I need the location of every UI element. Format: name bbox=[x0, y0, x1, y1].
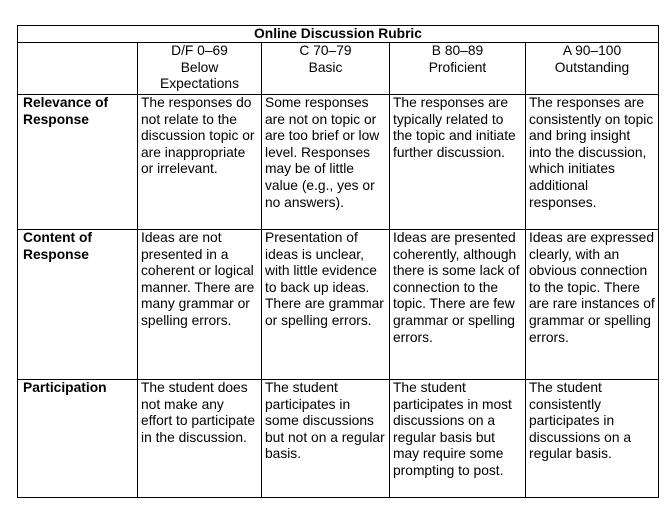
header-label: Proficient bbox=[428, 59, 487, 75]
descriptor-cell: Ideas are not presented in a coherent or logical manner. There are many grammar or spelling errors. bbox=[138, 230, 262, 380]
descriptor-cell: The responses are consistently on topic and bring insight into the discussion, which initiates additional responses. bbox=[526, 95, 659, 230]
header-cell-b bbox=[390, 43, 526, 95]
descriptor-cell: The student participates in some discussions but not on a regular basis. bbox=[262, 380, 390, 498]
header-label: Outstanding bbox=[554, 59, 630, 75]
row-relevance bbox=[18, 95, 659, 230]
header-row bbox=[18, 43, 659, 95]
header-label: Below Expectations bbox=[160, 59, 239, 92]
header-grade: D/F 0–69 bbox=[171, 43, 228, 58]
descriptor-cell: Ideas are expressed clearly, with an obvious connection to the topic. There are rare instances of grammar or spelling errors. bbox=[526, 230, 659, 380]
rubric-table bbox=[17, 25, 659, 498]
descriptor-cell: The responses do not relate to the discussion topic or are inappropriate or irrelevant. bbox=[138, 95, 262, 230]
header-grade: C 70–79 bbox=[299, 43, 352, 58]
row-content bbox=[18, 230, 659, 380]
header-grade: B 80–89 bbox=[431, 43, 484, 58]
descriptor-cell: Ideas are presented coherently, although there is some lack of connection to the topic. There are few grammar or spelling errors. bbox=[390, 230, 526, 380]
header-cell-c bbox=[262, 43, 390, 95]
row-participation bbox=[18, 380, 659, 498]
header-label: Basic bbox=[308, 59, 343, 75]
criterion-cell: Participation bbox=[18, 380, 138, 498]
rubric-title: Online Discussion Rubric bbox=[18, 26, 659, 43]
descriptor-cell: The student does not make any effort to participate in the discussion. bbox=[138, 380, 262, 498]
criterion-cell: Content of Response bbox=[18, 230, 138, 380]
descriptor-cell: The responses are typically related to the topic and initiate further discussion. bbox=[390, 95, 526, 230]
criterion-cell: Relevance of Response bbox=[18, 95, 138, 230]
descriptor-cell: The student consistently participates in discussions on a regular basis. bbox=[526, 380, 659, 498]
descriptor-cell: The student participates in most discussions on a regular basis but may require some prompting to post. bbox=[390, 380, 526, 498]
header-cell-df bbox=[138, 43, 262, 95]
header-cell-a bbox=[526, 43, 659, 95]
descriptor-cell: Presentation of ideas is unclear, with little evidence to back up ideas. There are grammar or spelling errors. bbox=[262, 230, 390, 380]
descriptor-cell: Some responses are not on topic or are too brief or low level. Responses may be of little value (e.g., yes or no answers). bbox=[262, 95, 390, 230]
header-grade: A 90–100 bbox=[562, 43, 622, 58]
header-blank-cell bbox=[18, 43, 138, 95]
